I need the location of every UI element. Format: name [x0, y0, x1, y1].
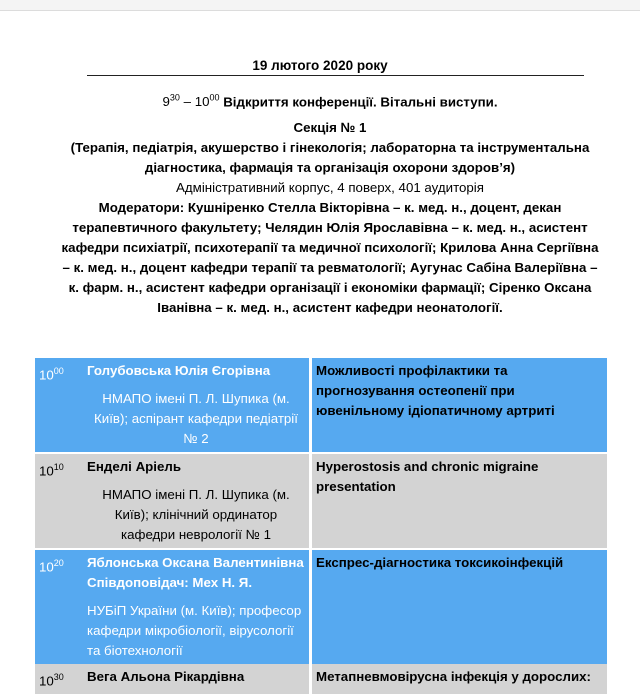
speaker-name: Голубовська Юлія Єгорівна — [87, 363, 271, 378]
talk-speaker — [83, 358, 311, 452]
program-row — [35, 664, 607, 694]
speaker-name: Енделі Аріель — [87, 459, 182, 474]
speaker-name: Яблонська Оксана Валентинівна Співдоповідач: Мех Н. Я. — [87, 555, 304, 590]
speaker-name: Вега Альона Рікардівна — [87, 669, 245, 684]
talk-time: $10^{10}$ — [35, 454, 83, 548]
section-location: Адміністративний корпус, 4 поверх, 401 аудиторія — [176, 180, 484, 195]
talk-time: $10^{30}$ — [35, 664, 83, 694]
talk-topic: Можливості профілактики та прогнозування остеопенії при ювенільному ідіопатичному артриті — [311, 358, 608, 452]
talk-speaker — [83, 454, 311, 548]
opening-line — [60, 88, 600, 112]
talk-topic: Hyperostosis and chronic migraine presentation — [311, 454, 608, 548]
program-row — [35, 358, 607, 452]
talk-time: $10^{20}$ — [35, 550, 83, 664]
program-row — [35, 454, 607, 548]
talk-topic: Метапневмовірусна інфекція у дорослих: — [311, 664, 608, 694]
section-title: Секція № 1 — [293, 120, 367, 135]
talk-speaker — [83, 664, 311, 694]
section-block — [60, 118, 600, 318]
viewer-top-bar — [0, 0, 640, 11]
program-table — [35, 358, 607, 694]
talk-speaker — [83, 550, 311, 664]
speaker-affiliation: НУБіП України (м. Київ); професор кафедри мікробіології, вірусології та біотехнології — [87, 603, 302, 658]
section-topics: (Терапія, педіатрія, акушерство і гінекологія; лабораторна та інструментальна діагностика, фармація та організація охорони здоров’я) — [70, 140, 590, 175]
talk-time: $10^{00}$ — [35, 358, 83, 452]
document-date: 19 лютого 2020 року — [252, 58, 388, 73]
speaker-affiliation: НМАПО імені П. Л. Шупика (м. Київ); клінічний ординатор кафедри неврології № 1 — [102, 487, 290, 542]
program-row — [35, 550, 607, 664]
opening-text: Відкриття конференції. Вітальні виступи. — [223, 94, 498, 110]
date-underline — [87, 75, 584, 76]
section-moderators: Модератори: Кушніренко Стелла Вікторівна – к. мед. н., доцент, декан терапевтичного факультету; Челядин Юлія Ярославівна – к. мед. н., асистент кафедри психіатрії, психотерапії та медичної психології; Крилова Анна Сергіївна – к. мед. н., доцент кафедри терапії та ревматології; Аугунас Сабіна Валеріївна – к. фарм. н., асистент кафедри організації і економіки фармації; Сіренко Оксана Іванівна – к. мед. н., асистент кафедри неонатології. — [61, 200, 599, 315]
talk-topic: Експрес-діагностика токсикоінфекцій — [311, 550, 608, 664]
speaker-affiliation: НМАПО імені П. Л. Шупика (м. Київ); аспірант кафедри педіатрії № 2 — [94, 391, 298, 446]
opening-time: $9^{30} - 10^{00}$ — [162, 93, 220, 110]
